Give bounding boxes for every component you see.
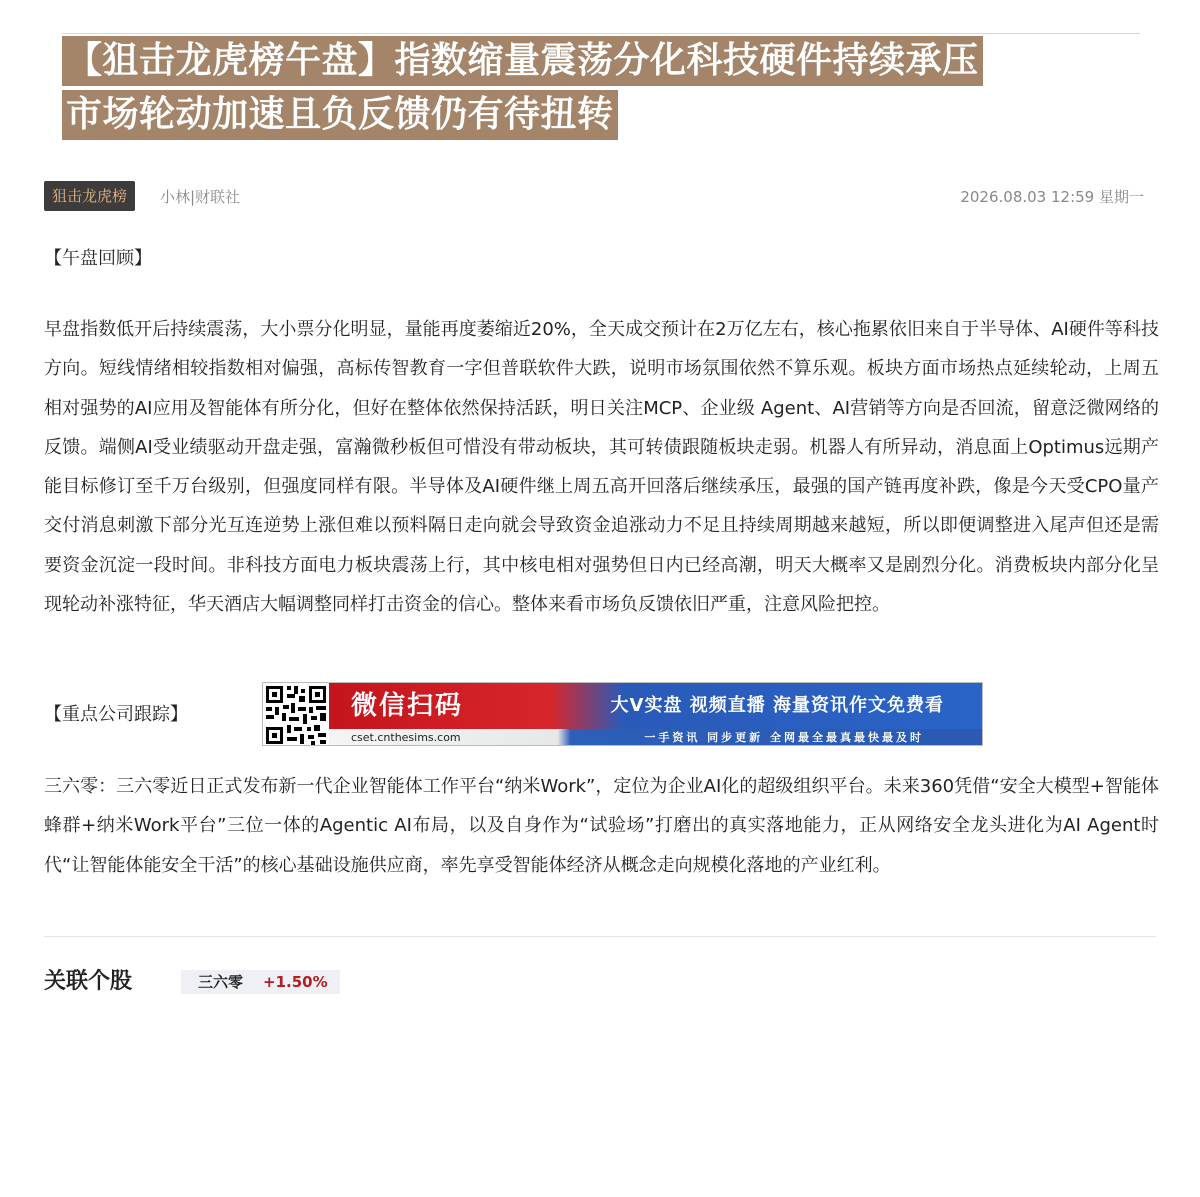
banner-main-strip: [329, 683, 982, 729]
review-heading: 【午盘回顾】: [44, 248, 152, 269]
wechat-ad-banner[interactable]: [262, 682, 983, 746]
column-tag[interactable]: 狙击龙虎榜: [44, 181, 135, 211]
author: 小林|财联社: [160, 188, 241, 206]
banner-url: cset.cnthesims.com: [351, 731, 461, 744]
stock-change: +1.50%: [263, 973, 328, 991]
title-line-2: 市场轮动加速且负反馈仍有待扭转: [62, 90, 618, 140]
banner-sub-strip: [329, 729, 982, 745]
banner-slogan: 大V实盘 视频直播 海量资讯作文免费看: [610, 695, 944, 716]
section-divider: [44, 936, 1156, 937]
review-paragraph: 早盘指数低开后持续震荡，大小票分化明显，量能再度萎缩近20%，全天成交预计在2万亿左右，核心拖累依旧来自于半导体、AI硬件等科技方向。短线情绪相较指数相对偏强，高标传智教育一字但普联软件大跌，说明市场氛围依然不算乐观。板块方面市场热点延续轮动，上周五相对强势的AI应用及智能体有所分化，但好在整体依然保持活跃，明日关注MCP、企业级 Agent、AI营销等方向是否回流，留意泛微网络的反馈。端侧AI受业绩驱动开盘走强，富瀚微秒板但可惜没有带动板块，其可转债跟随板块走弱。机器人有所异动，消息面上Optimus远期产能目标修订至千万台级别，但强度同样有限。半导体及AI硬件继上周五高开回落后继续承压，最强的国产链再度补跌，像是今天受CPO量产交付消息刺激下部分光互连逆势上涨但难以预料隔日走向就会导致资金追涨动力不足且持续周期越来越短，所以即便调整进入尾声但还是需要资金沉淀一段时间。非科技方面电力板块震荡上行，其中核电相对强势但日内已经高潮，明天大概率又是剧烈分化。消费板块内部分化呈现轮动补涨特征，华天酒店大幅调整同样打击资金的信心。整体来看市场负反馈依旧严重，注意风险把控。: [44, 319, 1159, 616]
top-divider: [62, 33, 1140, 34]
focus-paragraph: 三六零：三六零近日正式发布新一代企业智能体工作平台“纳米Work”，定位为企业AI化的超级组织平台。未来360凭借“安全大模型+智能体蜂群+纳米Work平台”三位一体的Agentic AI布局，以及自身作为“试验场”打磨出的真实落地能力，正从网络安全龙头进化为AI Agent时代“让智能体能安全干活”的核心基础设施供应商，率先享受智能体经济从概念走向规模化落地的产业红利。: [44, 776, 1159, 876]
banner-wechat-label: 微信扫码: [351, 691, 464, 721]
title-line-1: 【狙击龙虎榜午盘】指数缩量震荡分化科技硬件持续承压: [62, 36, 983, 86]
article-meta: [44, 181, 1144, 211]
qr-code-icon: [263, 683, 329, 746]
banner-tagline: 一手资讯 同步更新 全网最全最真最快最及时: [644, 731, 924, 744]
related-stocks-title: 关联个股: [44, 969, 133, 994]
related-stock-chip[interactable]: [181, 970, 340, 994]
focus-heading: 【重点公司跟踪】: [44, 704, 188, 725]
article-title: [62, 36, 1142, 144]
publish-date: 2026.08.03 12:59 星期一: [960, 188, 1144, 206]
stock-name: 三六零: [198, 973, 244, 991]
